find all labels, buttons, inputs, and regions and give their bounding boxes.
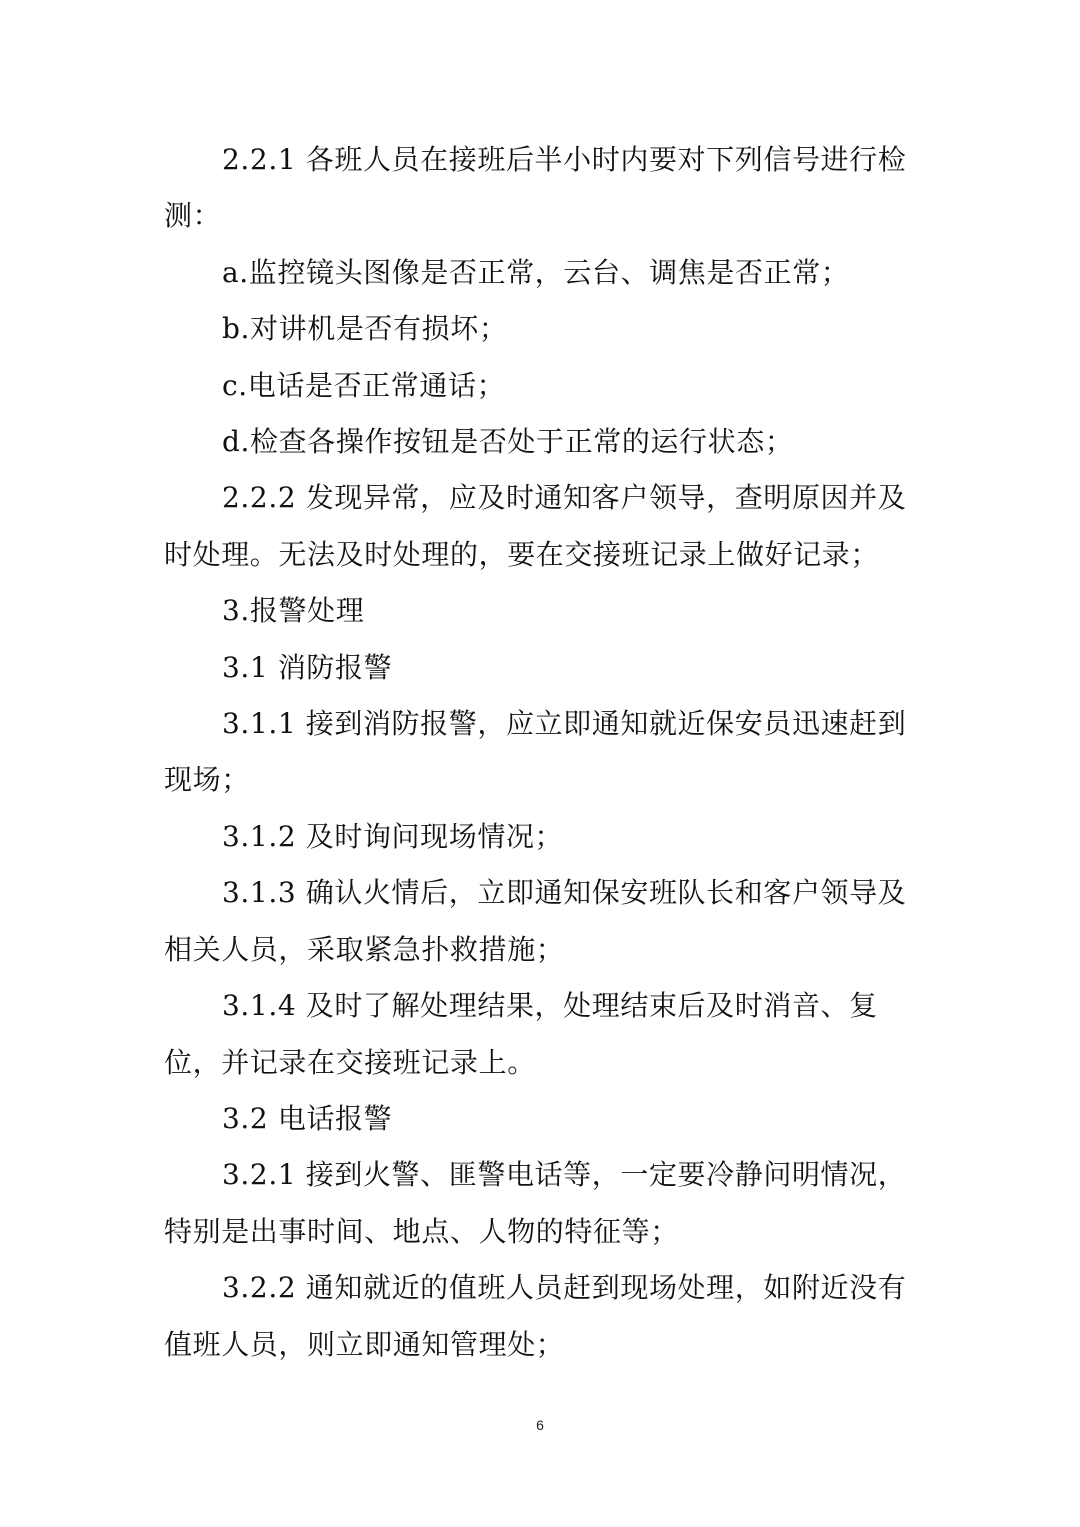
paragraph-item-a: a.监控镜头图像是否正常，云台、调焦是否正常；: [222, 255, 850, 289]
paragraph-3-1-1: 3.1.1 接到消防报警，应立即通知就近保安员迅速赶到现场；: [164, 707, 907, 797]
page-number: 6: [536, 1417, 544, 1433]
paragraph-item-b: b.对讲机是否有损坏；: [222, 312, 508, 346]
paragraph-3-1-2: 3.1.2 及时询问现场情况；: [222, 819, 564, 853]
paragraph-3-1-3: 3.1.3 确认火情后，立即通知保安班队长和客户领导及相关人员，采取紧急扑救措施；: [164, 876, 907, 966]
paragraph-3-2-1: 3.2.1 接到火警、匪警电话等，一定要冷静问明情况，特别是出事时间、地点、人物的特征等；: [164, 1158, 907, 1248]
paragraph-item-d: d.检查各操作按钮是否处于正常的运行状态；: [222, 425, 794, 459]
paragraph-3-1-4: 3.1.4 及时了解处理结果，处理结束后及时消音、复位，并记录在交接班记录上。: [164, 989, 878, 1079]
paragraph-2-2-1: 2.2.1 各班人员在接班后半小时内要对下列信号进行检测：: [164, 143, 907, 233]
document-body: [164, 132, 920, 1373]
paragraph-2-2-2: 2.2.2 发现异常，应及时通知客户领导，查明原因并及时处理。无法及时处理的，要在交接班记录上做好记录；: [164, 481, 907, 571]
section-heading-3: 3.报警处理: [222, 594, 365, 628]
section-heading-3-2: 3.2 电话报警: [222, 1101, 393, 1135]
section-heading-3-1: 3.1 消防报警: [222, 650, 393, 684]
paragraph-3-2-2: 3.2.2 通知就近的值班人员赶到现场处理，如附近没有值班人员，则立即通知管理处；: [164, 1271, 907, 1361]
paragraph-item-c: c.电话是否正常通话；: [222, 368, 506, 402]
